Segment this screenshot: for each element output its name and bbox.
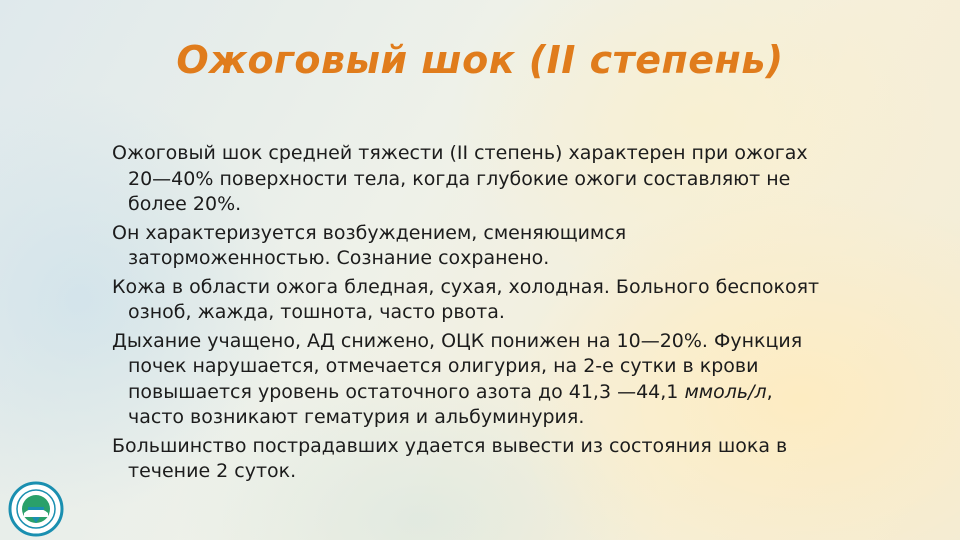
slide-body bbox=[112, 141, 832, 488]
paragraph-4 bbox=[112, 329, 832, 431]
university-emblem-icon bbox=[8, 481, 64, 537]
paragraph-4-text: Дыхание учащено, АД снижено, ОЦК понижен на 10—20%. Функция почек нарушается, отмечается олигурия, на 2-е сутки в крови повышается уровень остаточного азота до 41,3 —44,1 bbox=[112, 329, 803, 403]
paragraph-2: Он характеризуется возбуждением, сменяющимся заторможенностью. Сознание сохранено. bbox=[112, 221, 627, 269]
paragraph-3: Кожа в области ожога бледная, сухая, холодная. Больного беспокоят озноб, жажда, тошнота, часто рвота. bbox=[112, 275, 820, 323]
unit-mmol: ммоль/л bbox=[684, 380, 767, 403]
slide-title: Ожоговый шок (II степень) bbox=[176, 38, 784, 82]
paragraph-4-tail: , часто возникают гематурия и альбуминурия. bbox=[128, 380, 773, 428]
paragraph-1: Ожоговый шок средней тяжести (II степень) характерен при ожогах 20—40% поверхности тела, когда глубокие ожоги составляют не более 20%. bbox=[112, 142, 808, 215]
paragraph-5: Большинство пострадавших удается вывести из состояния шока в течение 2 суток. bbox=[112, 434, 788, 482]
